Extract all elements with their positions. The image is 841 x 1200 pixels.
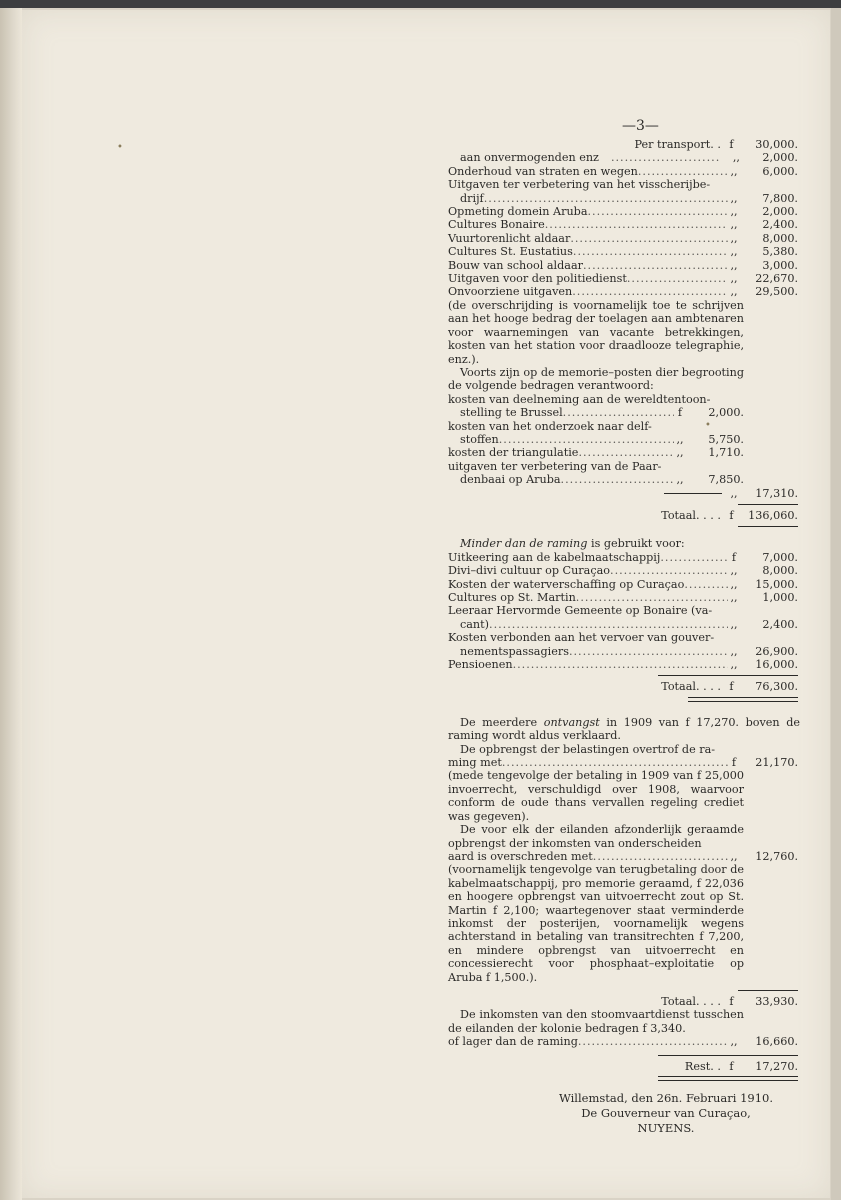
speck-mark: • (117, 142, 123, 153)
list-item: Onderhoud van straten en wegen ..... ,, 6,000. (448, 165, 798, 178)
items1-list (448, 151, 798, 298)
list-item: Onvoorziene uitgaven ..... ,, 29,500. (448, 285, 798, 298)
memorie-item: kosten der triangulatie ..... ,, 1,710. (448, 446, 744, 459)
eilanden-line: aard is overschreden met ..... ,, 12,760. (448, 850, 798, 863)
belasting-note: (mede tengevolge der betaling in 1909 van f 25,000 invoerrecht, verschuldigd over 1908, waarvoor conform de oude thans vervallen regeling crediet was gegeven). (448, 769, 744, 823)
sum-rule (738, 990, 798, 991)
eilanden-pre: De voor elk der eilanden afzonderlijk geraamde opbrengst der inkomsten van onderscheiden (448, 823, 744, 850)
list-item: Divi–divi cultuur op Curaçao ..... ,, 8,000. (448, 564, 798, 577)
sum-rule (658, 675, 798, 676)
items2-list (448, 551, 798, 672)
scan-left-edge (0, 8, 22, 1200)
list-item: Cultures op St. Martin ..... ,, 1,000. (448, 591, 798, 604)
memorie-intro: Voorts zijn op de memorie–posten dier begrooting de volgende bedragen verantwoord: (448, 365, 744, 393)
sum-rule (738, 504, 798, 505)
list-item: cant) ..... ,, 2,400. (448, 618, 798, 631)
list-item: Vuurtorenlicht aldaar ..... ,, 8,000. (448, 232, 798, 245)
list-item-pre: Leeraar Hervormde Gemeente op Bonaire (va- (448, 604, 713, 618)
list-item: drijf ..... ,, 7,800. (448, 192, 798, 205)
totaal-1: Totaal. . . . f 136,060. (661, 508, 798, 522)
list-item: aan onvermogenden enz ..... ,, 2,000. (448, 151, 798, 164)
list-item: Cultures Bonaire ..... ,, 2,400. (448, 218, 798, 231)
overrun-note: (de overschrijding is voornamelijk toe te schrijven aan het hooge bedrag der toelagen aan ambtenaren voor waarnemingen van vacante betrekkingen, kosten van het station voor draadlooze telegraphie, enz.). (448, 298, 744, 366)
memorie-pre: kosten van deelneming aan de wereldtentoon- (448, 392, 711, 406)
ontvangst-paragraph: De meerdere ontvangst in 1909 van f 17,270. boven de raming wordt aldus verklaard. (448, 715, 800, 743)
list-item: Uitkeering aan de kabelmaatschappij ..... f 7,000. (448, 551, 798, 564)
totaal-3: Totaal. . . . f 33,930. (661, 994, 798, 1008)
list-item: Kosten der waterverschaffing op Curaçao ..... ,, 15,000. (448, 578, 798, 591)
list-item: Pensioenen ..... ,, 16,000. (448, 658, 798, 671)
list-item: Bouw van school aldaar ..... ,, 3,000. (448, 259, 798, 272)
stoomvaart-line: of lager dan de raming ..... ,, 16,660. (448, 1035, 798, 1048)
scan-right-edge (831, 8, 841, 1200)
memorie-total-line: ,, 17,310. (448, 487, 798, 500)
memorie-pre: kosten van het onderzoek naar delf- (448, 419, 652, 433)
sum-rule (658, 1055, 798, 1056)
list-item: nementspassagiers ..... ,, 26,900. (448, 645, 798, 658)
page-number: —3— (622, 118, 659, 134)
list-item: Opmeting domein Aruba ..... ,, 2,000. (448, 205, 798, 218)
stoomvaart-pre: De inkomsten van den stoomvaartdienst tusschen de eilanden der kolonie bedragen f 3,340. (448, 1008, 744, 1035)
memorie-item: stelling te Brussel ..... f 2,000. (448, 406, 744, 419)
minder-heading: Minder dan de raming is gebruikt voor: (460, 537, 685, 551)
list-item: Cultures St. Eustatius ..... ,, 5,380. (448, 245, 798, 258)
list-item: Uitgaven voor den politiedienst ..... ,, 22,670. (448, 272, 798, 285)
financial-column (448, 138, 798, 1136)
belasting-pre: De opbrengst der belastingen overtrof de ra- (460, 742, 716, 756)
rest-line: Rest. . f 17,270. (684, 1059, 798, 1073)
list-item-pre: Uitgaven ter verbetering van het visscherijbe- (448, 178, 711, 192)
signature-name: NUYENS. (637, 1121, 695, 1135)
signature-title: De Gouverneur van Curaçao, (581, 1106, 751, 1120)
memorie-item: stoffen ..... ,, 5,750. (448, 433, 744, 446)
memorie-item: denbaai op Aruba ..... ,, 7,850. (448, 473, 744, 486)
signature-block (534, 1091, 798, 1136)
list-item-pre: Kosten verbonden aan het vervoer van gouver- (448, 631, 715, 645)
transport-line: Per transport. . f 30,000. (634, 138, 798, 151)
signature-place-date: Willemstad, den 26n. Februari 1910. (558, 1091, 774, 1105)
speck-mark: • (705, 420, 711, 431)
totaal-2: Totaal. . . . f 76,300. (661, 680, 798, 694)
belasting-line: ming met ..... f 21,170. (448, 756, 798, 769)
eilanden-note: (voornamelijk tengevolge van terugbetaling door de kabelmaatschappij, pro memorie geraamd, f 22,036 en hoogere opbrengst van uitvoerrecht zout op St. Martin f 2,100; waartegenover staat verminderde inkomst der posterijen, voornamelijk wegens achterstand in betaling van transitrechten f 7,200, en mindere opbrengst van uitvoerrecht en concessierecht voor phosphaat–exploitatie op Aruba f 1,500.). (448, 863, 744, 984)
memorie-pre: uitgaven ter verbetering van de Paar- (448, 459, 662, 473)
memorie-list (448, 393, 744, 487)
scan-top-bar (0, 0, 841, 8)
